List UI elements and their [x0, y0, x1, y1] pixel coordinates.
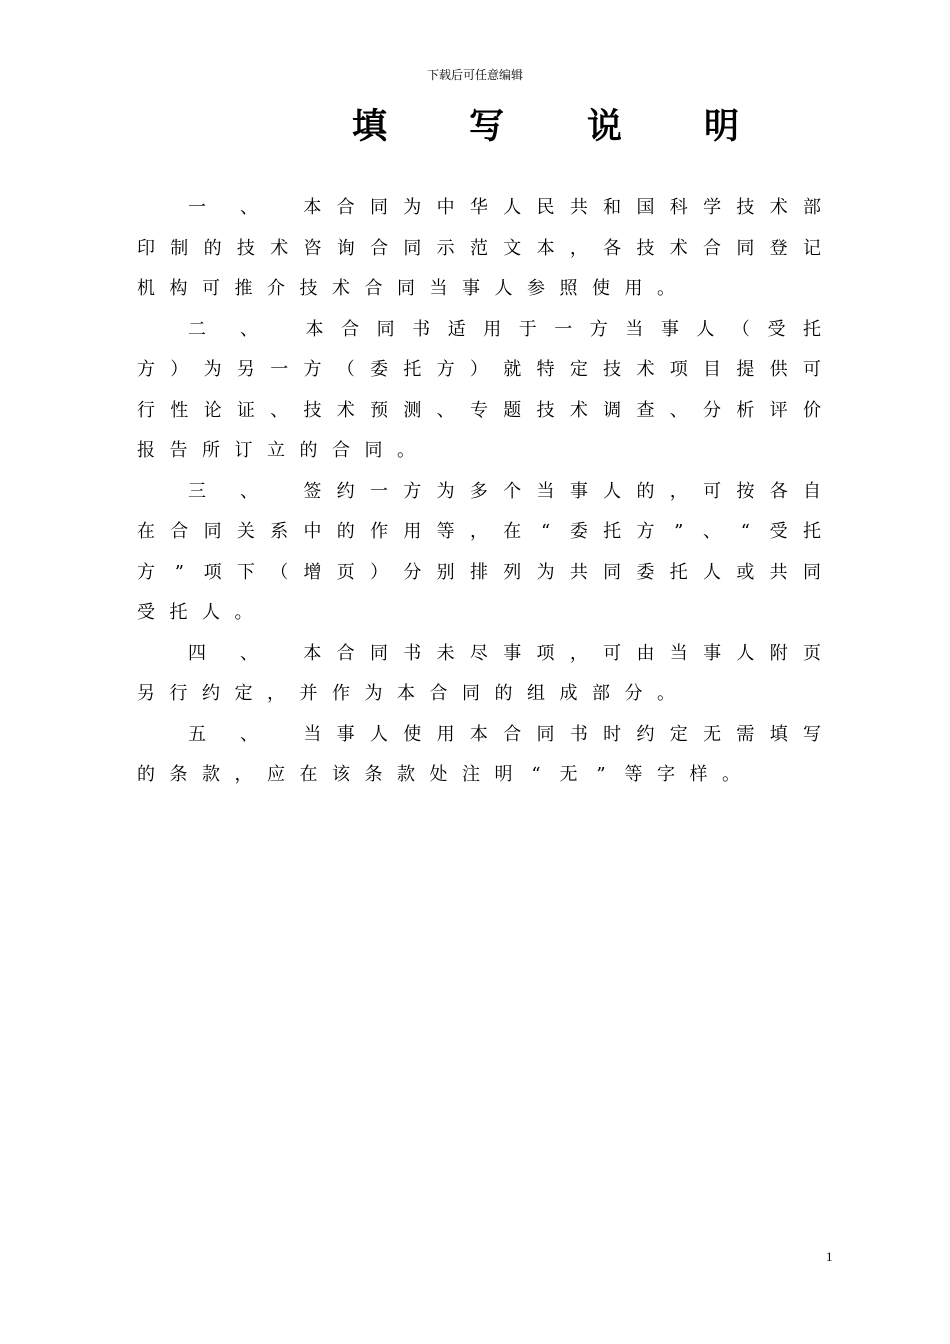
- paragraph-line: 另 行 约 定 ， 并 作 为 本 合 同 的 组 成 部 分 。: [137, 683, 675, 704]
- paragraph-number: 二 、: [188, 318, 258, 340]
- page-number: 1: [826, 1249, 833, 1264]
- title-char: 写: [469, 107, 505, 147]
- paragraph-number: 一 、: [188, 197, 258, 218]
- paragraph-line: 五 、 当 事 人 使 用 本 合 同 书 时 约 定 无 需 填 写: [188, 720, 821, 750]
- paragraph-line: 机 构 可 推 介 技 术 合 同 当 事 人 参 照 使 用 。: [137, 278, 675, 299]
- paragraph-line: 三 、 签 约 一 方 为 多 个 当 事 人 的 ， 可 按 各 自: [188, 477, 821, 507]
- paragraph-number: 四 、: [188, 642, 258, 664]
- title-char: 填: [352, 107, 388, 147]
- paragraph-line: 四 、 本 合 同 书 未 尽 事 项 ， 可 由 当 事 人 附 页: [188, 639, 821, 669]
- page-header-note: 下载后可任意编辑: [426, 68, 523, 82]
- paragraph-line: 的 条 款 ， 应 在 该 条 款 处 注 明 “ 无 ” 等 字 样 。: [137, 764, 740, 785]
- paragraph-line: 二 、 本 合 同 书 适 用 于 一 方 当 事 人 （ 受 托: [188, 315, 821, 345]
- paragraph-line: 报 告 所 订 立 的 合 同 。: [137, 440, 415, 461]
- paragraph-line: 受 托 人 。: [137, 602, 253, 623]
- paragraph-line: 一 、 本 合 同 为 中 华 人 民 共 和 国 科 学 技 术 部: [188, 193, 821, 223]
- paragraph-line: 在 合 同 关 系 中 的 作 用 等 ， 在 “ 委 托 方 ” 、 “ 受 托: [137, 521, 821, 542]
- title-char: 明: [704, 107, 740, 147]
- paragraph-line: 方 ” 项 下 （ 增 页 ） 分 别 排 列 为 共 同 委 托 人 或 共 同: [137, 561, 821, 583]
- title-char: 说: [587, 107, 623, 147]
- paragraph-line: 方 ） 为 另 一 方 （ 委 托 方 ） 就 特 定 技 术 项 目 提 供 可: [137, 359, 821, 380]
- paragraph-line: 行 性 论 证 、 技 术 预 测 、 专 题 技 术 调 查 、 分 析 评 价: [137, 399, 821, 421]
- paragraph-number: 五 、: [188, 723, 258, 745]
- paragraph-number: 三 、: [188, 480, 258, 502]
- paragraph-line: 印 制 的 技 术 咨 询 合 同 示 范 文 本 ， 各 技 术 合 同 登 记: [137, 237, 821, 259]
